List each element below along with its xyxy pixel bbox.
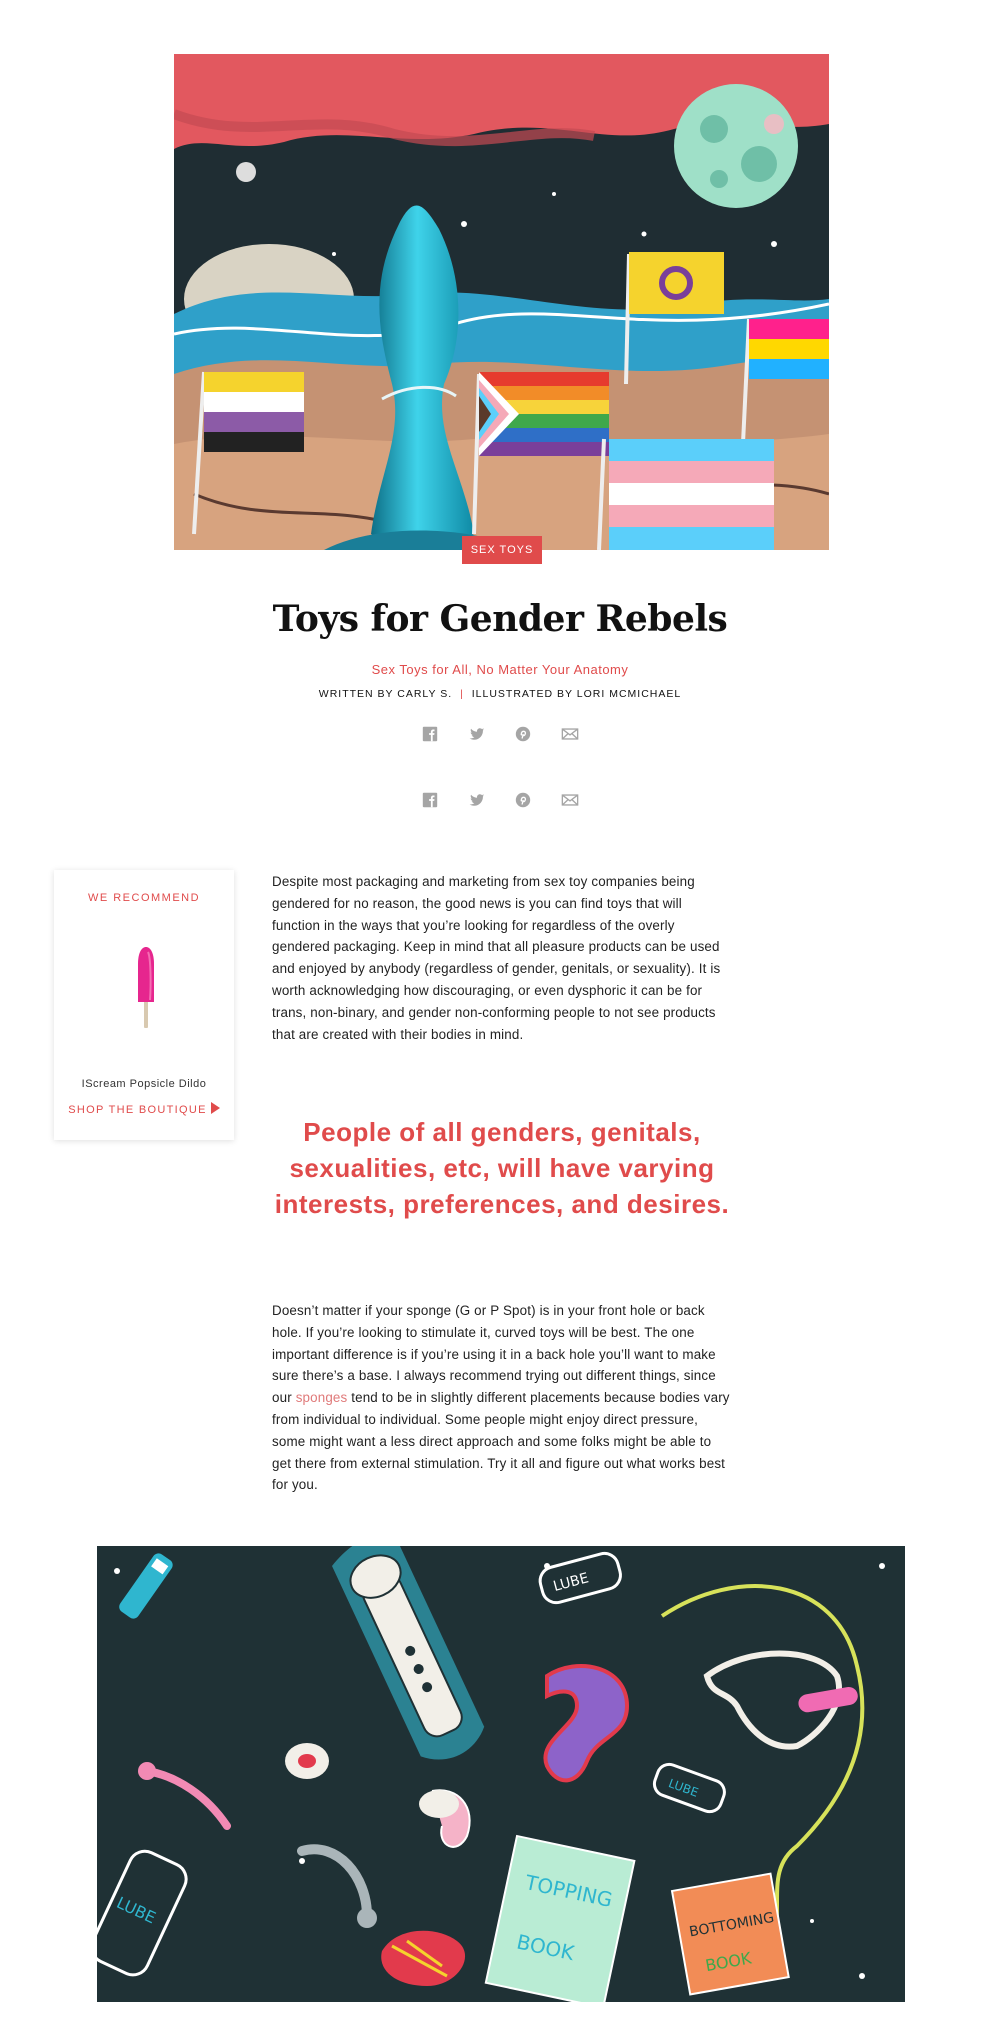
facebook-icon[interactable] [420, 790, 440, 810]
share-bar-bottom [420, 790, 580, 812]
svg-text:LUBE: LUBE [666, 1776, 701, 1800]
svg-text:TOPPING: TOPPING [523, 1870, 615, 1912]
shop-boutique-link[interactable] [54, 1102, 234, 1116]
svg-text:BOTTOMING: BOTTOMING [688, 1909, 776, 1941]
email-icon[interactable] [560, 724, 580, 744]
pull-quote: People of all genders, genitals, sexualities, etc, will have varying interests, preferences, and desires. [274, 1117, 730, 1219]
twitter-icon[interactable] [467, 724, 487, 744]
twitter-icon[interactable] [467, 790, 487, 810]
hero-art [174, 54, 829, 550]
facebook-icon[interactable] [420, 724, 440, 744]
sponges-link[interactable]: sponges [295, 1390, 348, 1406]
paragraph-2-text-start: Doesn’t matter if your sponge (G or P Spot) is in your front hole or back hole. If you’re looking to stimulate it, curved toys will be best. The one important difference is if you’re using it in a back hole you’ll want to make sure there’s a base. I always recommend trying out different things, since our [272, 1303, 716, 1406]
play-arrow-icon [211, 1102, 220, 1114]
svg-text:BOOK: BOOK [703, 1948, 753, 1976]
popsicle-dildo-image[interactable] [134, 946, 158, 1030]
category-tag[interactable]: SEX TOYS [462, 536, 542, 564]
byline [0, 688, 1000, 700]
shop-boutique-label: SHOP THE BOUTIQUE [68, 1104, 207, 1116]
paragraph-2-text-end: tend to be in slightly different placements because bodies vary from individual to individual. Some people might enjoy direct pressure, some might want a less direct approach and some folks might be able to get there from external stimulation. Try it all and figure out what works best for you. [272, 1390, 730, 1493]
toys-art [97, 1546, 905, 2002]
pinterest-icon[interactable] [513, 724, 533, 744]
byline-author[interactable]: WRITTEN BY CARLY S. [318, 688, 453, 700]
byline-separator: | [460, 688, 464, 700]
article-title: Toys for Gender Rebels [272, 598, 728, 640]
email-icon[interactable] [560, 790, 580, 810]
byline-illustrator[interactable]: ILLUSTRATED BY LORI MCMICHAEL [471, 688, 682, 700]
svg-text:BOOK: BOOK [514, 1929, 577, 1966]
hero-illustration [174, 54, 829, 550]
svg-text:LUBE: LUBE [551, 1570, 591, 1595]
body-paragraph-2 [272, 1300, 732, 1496]
body-paragraph-1: Despite most packaging and marketing from sex toy companies being gendered for no reason, the good news is you can find toys that will function in the ways that you’re looking for regardless of the overly gendered packaging. Keep in mind that all pleasure products can be used and enjoyed by anybody (regardless of gender, genitals, or sexuality). It is worth acknowledging how discouraging, or even dysphoric it can be for trans, non-binary, and gender non-conforming people to not see products that are created with their bodies in mind. [272, 874, 721, 1042]
recommend-product-name[interactable]: IScream Popsicle Dildo [81, 1078, 207, 1090]
pinterest-icon[interactable] [513, 790, 533, 810]
svg-text:LUBE: LUBE [113, 1892, 159, 1928]
share-bar-top [420, 724, 580, 746]
article-subtitle: Sex Toys for All, No Matter Your Anatomy [371, 662, 629, 677]
bottom-illustration [97, 1546, 905, 2002]
recommend-heading: WE RECOMMEND [87, 892, 201, 904]
